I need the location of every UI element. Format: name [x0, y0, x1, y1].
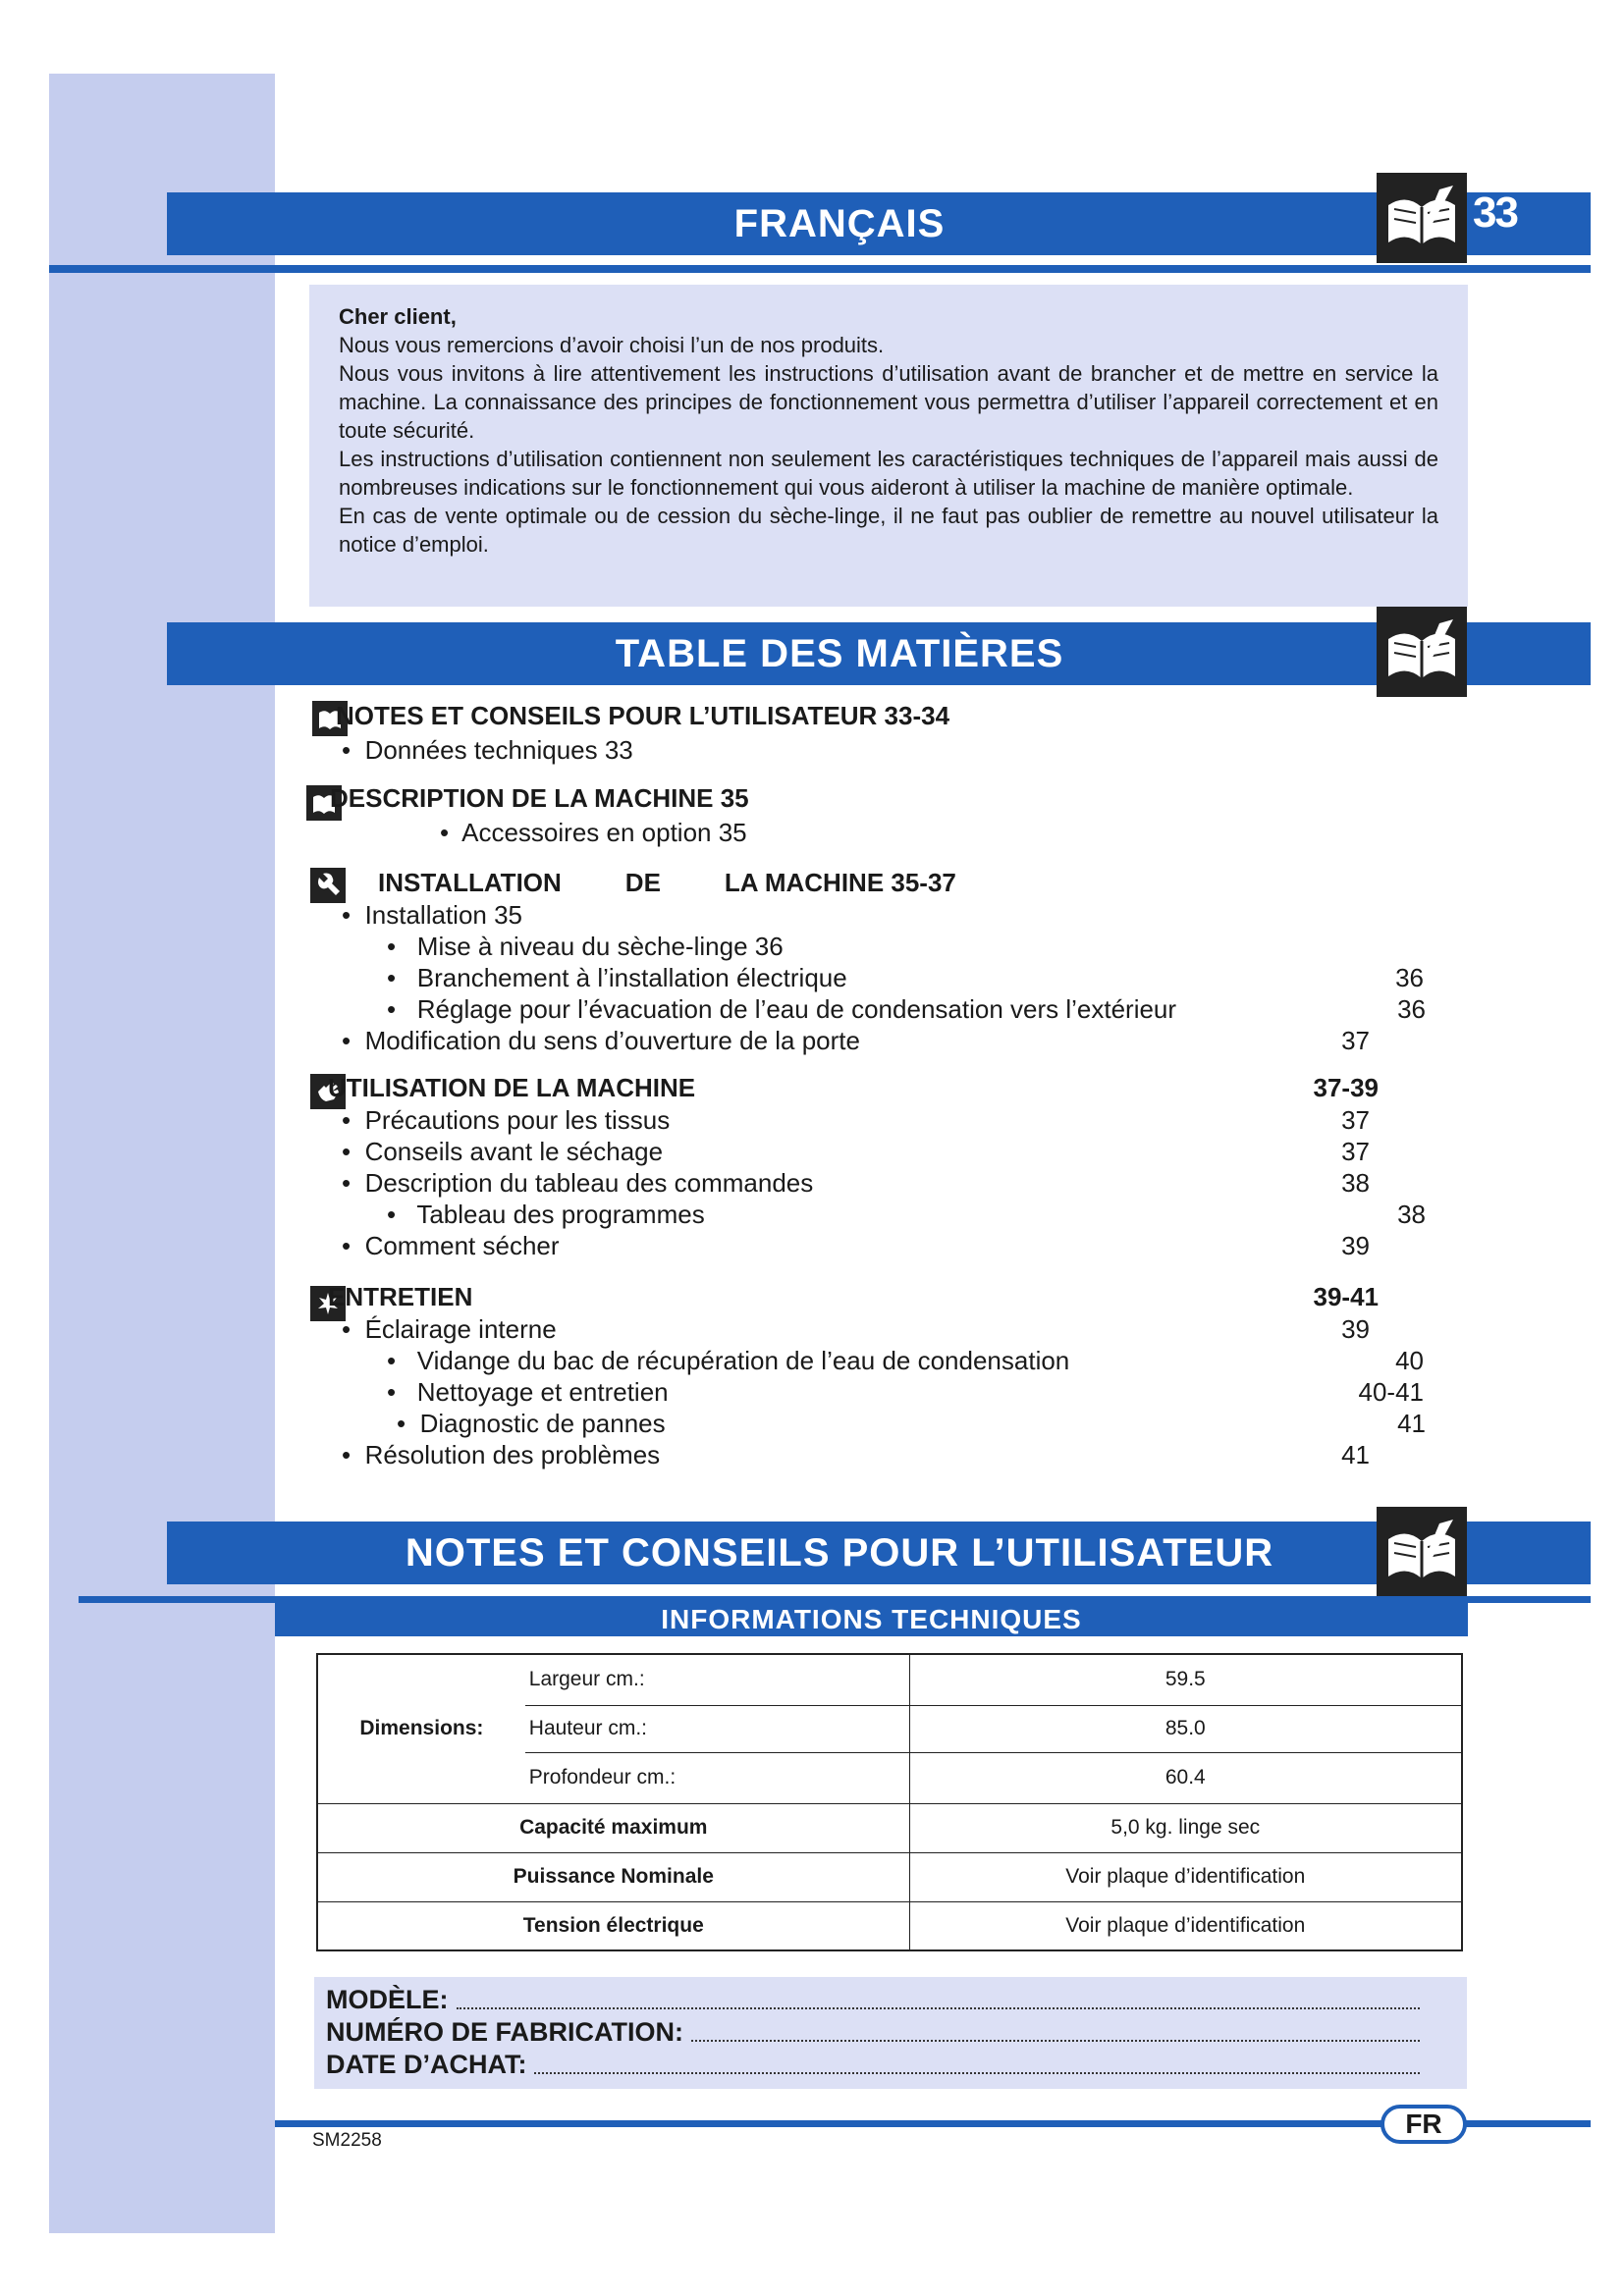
toc-page: 38	[1397, 1200, 1426, 1229]
toc-item: • Éclairage interne	[342, 1314, 557, 1344]
header-rule	[49, 265, 1591, 273]
toc-subitem: • Tableau des programmes	[387, 1200, 705, 1229]
profondeur-value: 60.4	[909, 1752, 1462, 1803]
toc-item: • Description du tableau des commandes	[342, 1168, 814, 1198]
puissance-value: Voir plaque d’identification	[909, 1852, 1462, 1901]
toc-section-heading: NOTES ET CONSEILS POUR L’UTILISATEUR 33-34	[336, 701, 950, 730]
hauteur-label: Hauteur cm.:	[525, 1705, 909, 1752]
intro-paragraph: Nous vous remercions d’avoir choisi l’un de nos produits.	[339, 333, 885, 357]
toc-subitem: • Branchement à l’installation électrique	[387, 963, 847, 992]
book-icon	[1377, 1507, 1467, 1597]
toc-page: 39	[1341, 1314, 1370, 1344]
technical-data-table	[316, 1653, 1463, 1951]
notes-rule	[79, 1596, 1591, 1603]
document-code: SM2258	[312, 2130, 382, 2151]
left-margin-strip	[49, 74, 275, 2233]
toc-page: 36	[1395, 963, 1424, 992]
intro-paragraph: Les instructions d’utilisation contiennent non seulement les caractéristiques techniques de l’appareil mais aussi de nombreuses indications sur le fonctionnement qui vous aideront à utiliser la machine de manière optimale.	[339, 447, 1438, 500]
toc-subitem: • Mise à niveau du sèche-linge 36	[387, 932, 784, 961]
toc-section-heading: INSTALLATION DE LA MACHINE 35-37	[378, 868, 956, 897]
profondeur-label: Profondeur cm.:	[525, 1752, 909, 1803]
tension-label: Tension électrique	[522, 1913, 704, 1937]
toc-page: 41	[1397, 1409, 1426, 1438]
numero-field[interactable]: NUMÉRO DE FABRICATION:	[326, 2015, 1420, 2048]
toc-item: • Résolution des problèmes	[342, 1440, 661, 1469]
intro-paragraph: Nous vous invitons à lire attentivement les instructions d’utilisation avant de brancher et de mettre en service la machine. La connaissance des principes de fonctionnement vous permettra d’utiliser l’appareil correctement et en toute sécurité.	[339, 361, 1438, 443]
dimensions-label: Dimensions:	[317, 1654, 525, 1803]
intro-greeting: Cher client,	[339, 304, 457, 329]
toc-section-heading: ENTRETIEN	[328, 1282, 473, 1311]
largeur-label: Largeur cm.:	[525, 1654, 909, 1705]
toc-page: 37	[1341, 1137, 1370, 1166]
largeur-value: 59.5	[909, 1654, 1462, 1705]
toc-page: 39-41	[1313, 1282, 1379, 1311]
capacite-value: 5,0 kg. linge sec	[909, 1803, 1462, 1852]
intro-panel	[309, 285, 1468, 607]
toc-subitem: • Réglage pour l’évacuation de l’eau de condensation vers l’extérieur	[387, 994, 1177, 1024]
toc-page: 37-39	[1313, 1073, 1379, 1102]
registration-panel	[314, 1977, 1467, 2089]
toc-item: • Précautions pour les tissus	[342, 1105, 671, 1135]
toc-page: 38	[1341, 1168, 1370, 1198]
toc-page: 39	[1341, 1231, 1370, 1260]
toc-title: TABLE DES MATIÈRES	[615, 632, 1064, 675]
toc-item: • Données techniques 33	[342, 735, 633, 765]
intro-paragraph: En cas de vente optimale ou de cession du sèche-linge, il ne faut pas oublier de remettre au nouvel utilisateur la notice d’emploi.	[339, 504, 1438, 557]
page-title: FRANÇAIS	[733, 202, 946, 245]
capacite-label: Capacité maximum	[317, 1803, 909, 1852]
date-field[interactable]: DATE D’ACHAT:	[326, 2048, 1420, 2080]
toc-page: 40-41	[1358, 1377, 1424, 1407]
toc-item: • Modification du sens d’ouverture de la porte	[342, 1026, 860, 1055]
toc-page: 37	[1341, 1026, 1370, 1055]
toc-section-heading: DESCRIPTION DE LA MACHINE 35	[330, 783, 749, 813]
notes-title: NOTES ET CONSEILS POUR L’UTILISATEUR	[405, 1531, 1274, 1575]
toc-item: • Accessoires en option 35	[440, 818, 747, 847]
fr-badge: FR	[1380, 2105, 1467, 2144]
book-icon	[1377, 173, 1467, 263]
wrench-icon	[310, 868, 346, 903]
toc-page: 37	[1341, 1105, 1370, 1135]
toc-item: • Installation 35	[342, 900, 523, 930]
puissance-label: Puissance Nominale	[317, 1852, 909, 1901]
toc-item: • Conseils avant le séchage	[342, 1137, 664, 1166]
toc-subitem: • Nettoyage et entretien	[387, 1377, 669, 1407]
page-number: 33	[1473, 188, 1517, 237]
modele-field[interactable]: MODÈLE:	[326, 1983, 1420, 2015]
toc-subitem: • Vidange du bac de récupération de l’eau de condensation	[387, 1346, 1070, 1375]
toc-page: 41	[1341, 1440, 1370, 1469]
toc-page: 40	[1395, 1346, 1424, 1375]
notes-subtitle: INFORMATIONS TECHNIQUES	[661, 1604, 1082, 1634]
tension-value: Voir plaque d’identification	[909, 1901, 1462, 1950]
toc-item: • Comment sécher	[342, 1231, 560, 1260]
toc-page: 36	[1397, 994, 1426, 1024]
toc-subitem: • Diagnostic de pannes	[397, 1409, 666, 1438]
toc-section-heading: UTILISATION DE LA MACHINE	[328, 1073, 696, 1102]
subtitle-band	[275, 1603, 1468, 1636]
hauteur-value: 85.0	[909, 1705, 1462, 1752]
book-icon	[1377, 607, 1467, 697]
